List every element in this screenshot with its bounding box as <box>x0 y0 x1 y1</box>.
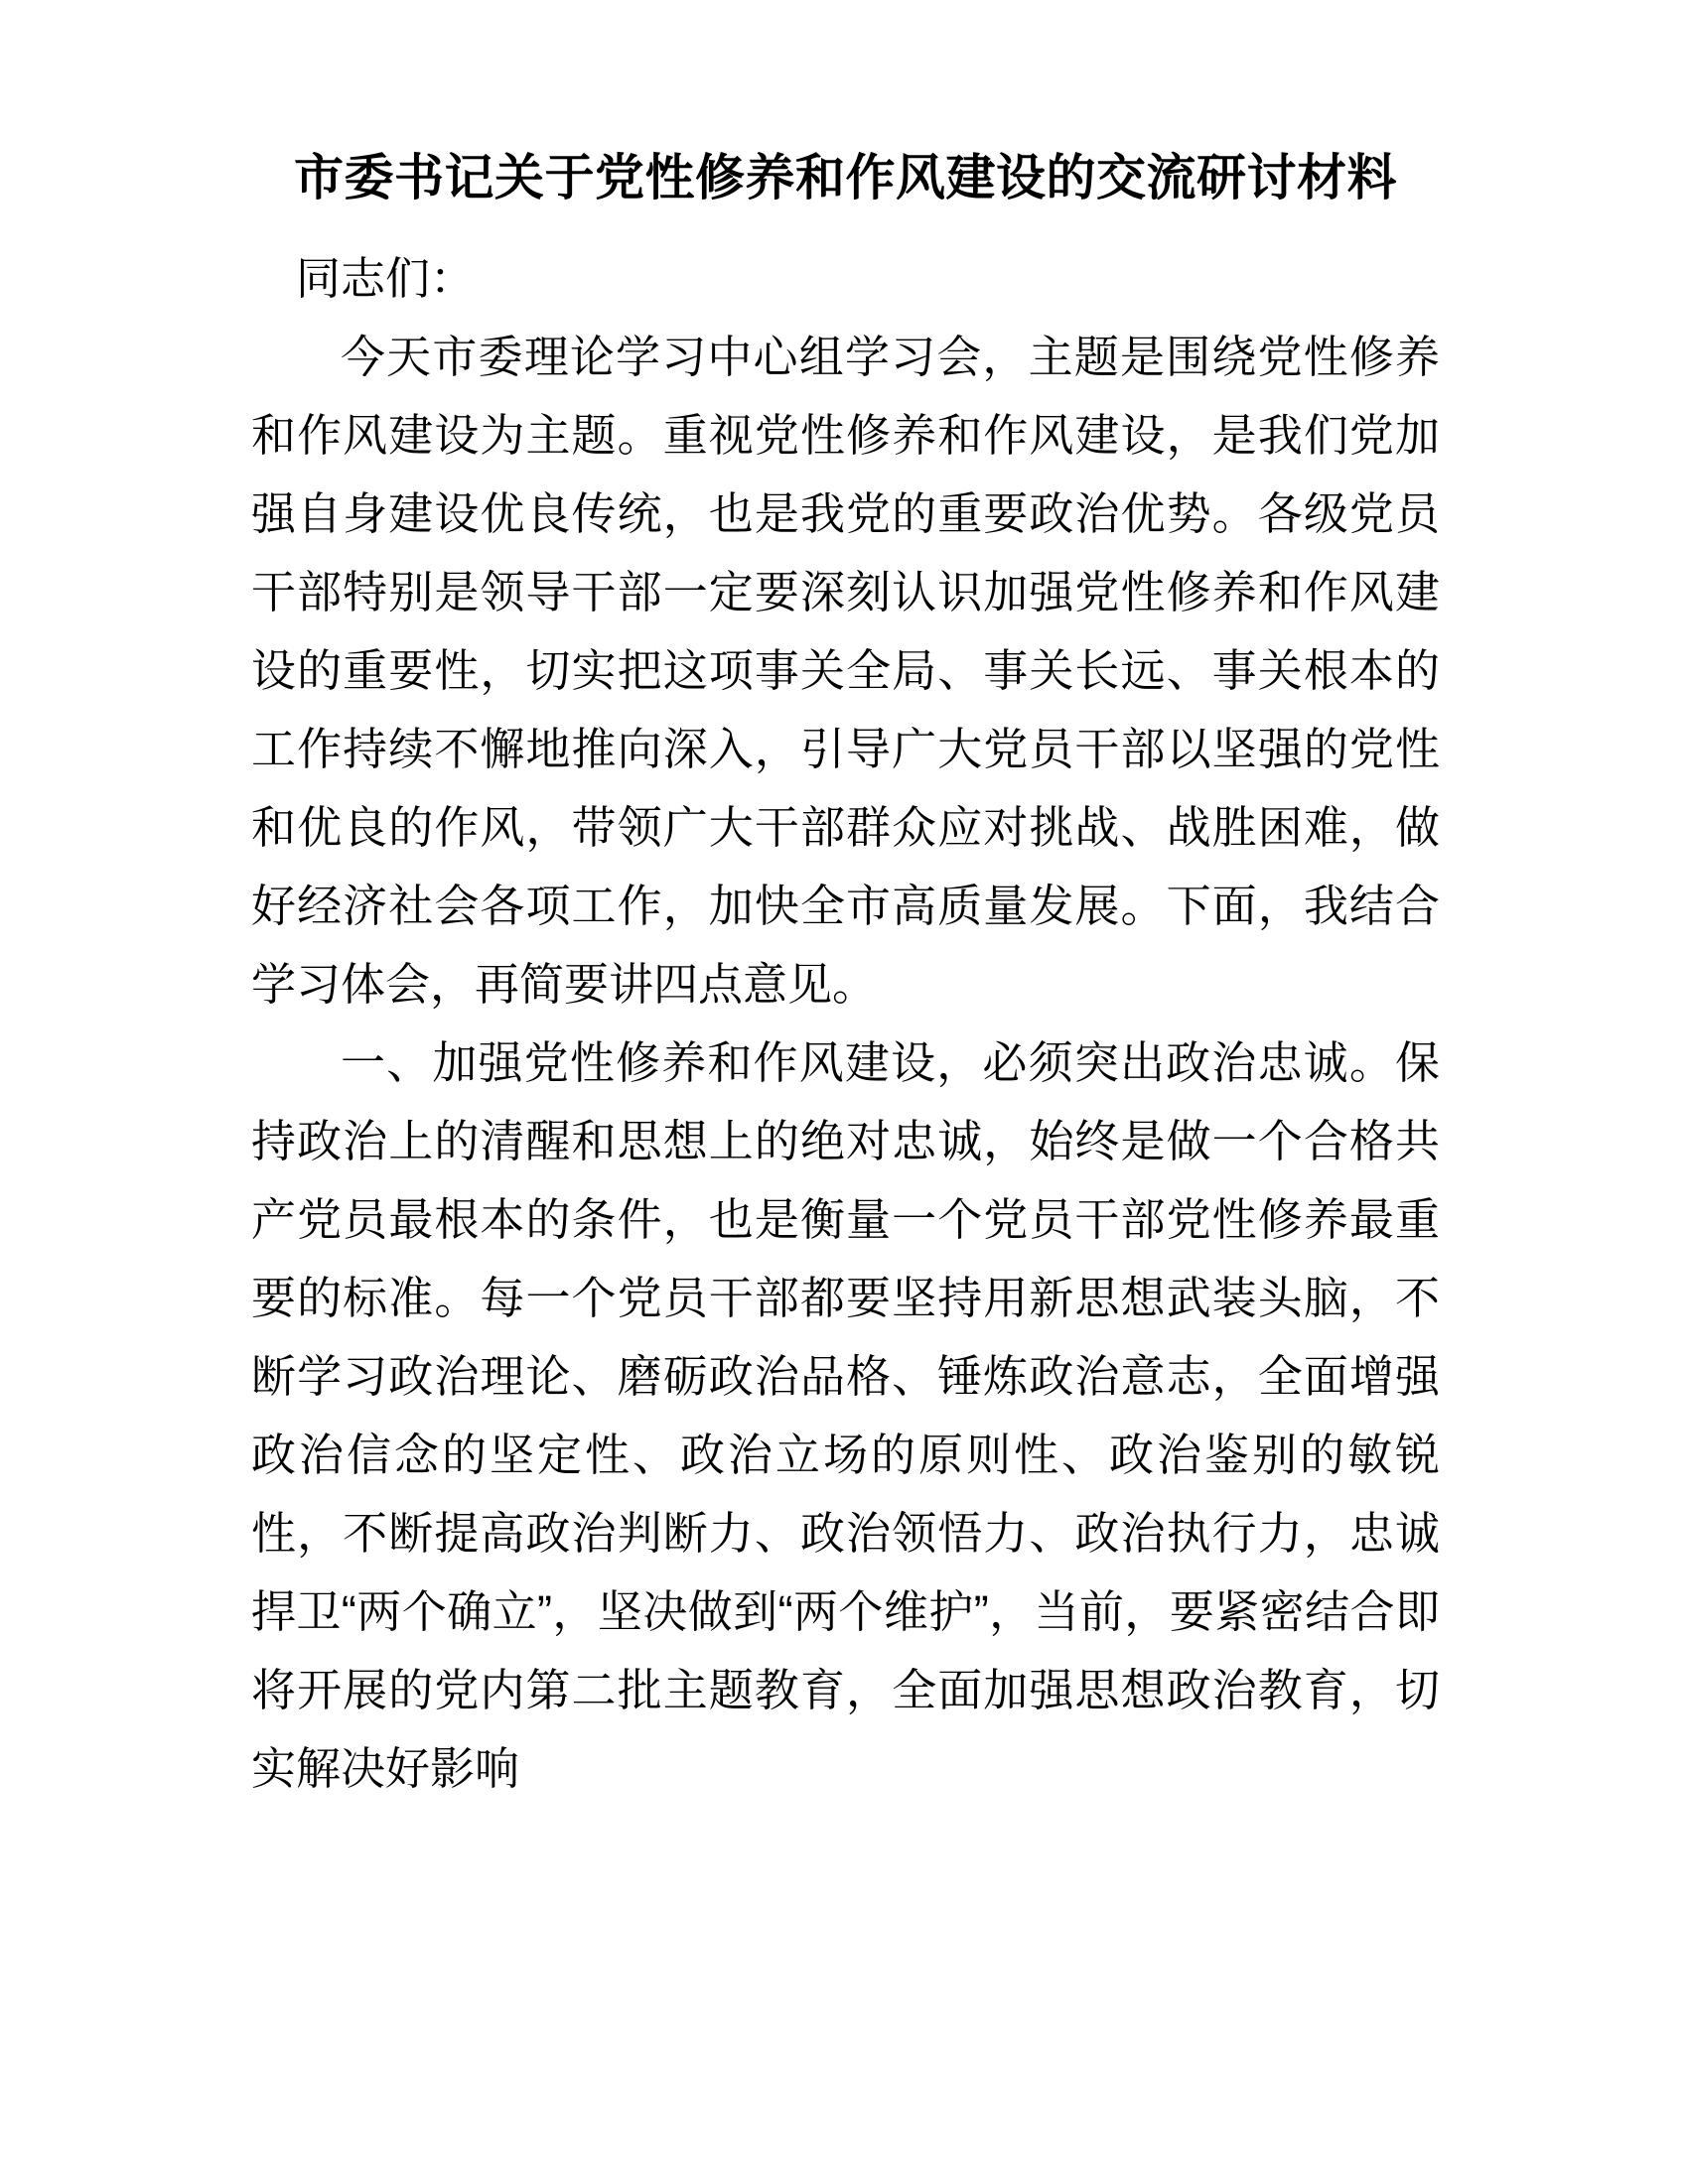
body-paragraph-1: 今天市委理论学习中心组学习会，主题是围绕党性修养和作风建设为主题。重视党性修养和作风建设，是我们党加强自身建设优良传统，也是我党的重要政治优势。各级党员干部特别是领导干部一定要深刻认识加强党性修养和作风建设的重要性，切实把这项事关全局、事关长远、事关根本的工作持续不懈地推向深入，引导广大党员干部以坚强的党性和优良的作风，带领广大干部群众应对挑战、战胜困难，做好经济社会各项工作，加快全市高质量发展。下面，我结合学习体会，再简要讲四点意见。 <box>251 332 1440 1010</box>
page-title: 市委书记关于党性修养和作风建设的交流研讨材料 <box>294 150 1397 205</box>
body-paragraph-2: 一、加强党性修养和作风建设，必须突出政治忠诚。保持政治上的清醒和思想上的绝对忠诚，始终是做一个合格共产党员最根本的条件，也是衡量一个党员干部党性修养最重要的标准。每一个党员干部都要坚持用新思想武装头脑，不断学习政治理论、磨砺政治品格、锤炼政治意志，全面增强政治信念的坚定性、政治立场的原则性、政治鉴别的敏锐性，不断提高政治判断力、政治领悟力、政治执行力，忠诚捍卫“两个确立”，坚决做到“两个维护”，当前，要紧密结合即将开展的党内第二批主题教育，全面加强思想政治教育，切实解决好影响 <box>251 1037 1440 1794</box>
document-content <box>251 0 1440 1808</box>
salutation-line: 同志们： <box>296 253 476 304</box>
